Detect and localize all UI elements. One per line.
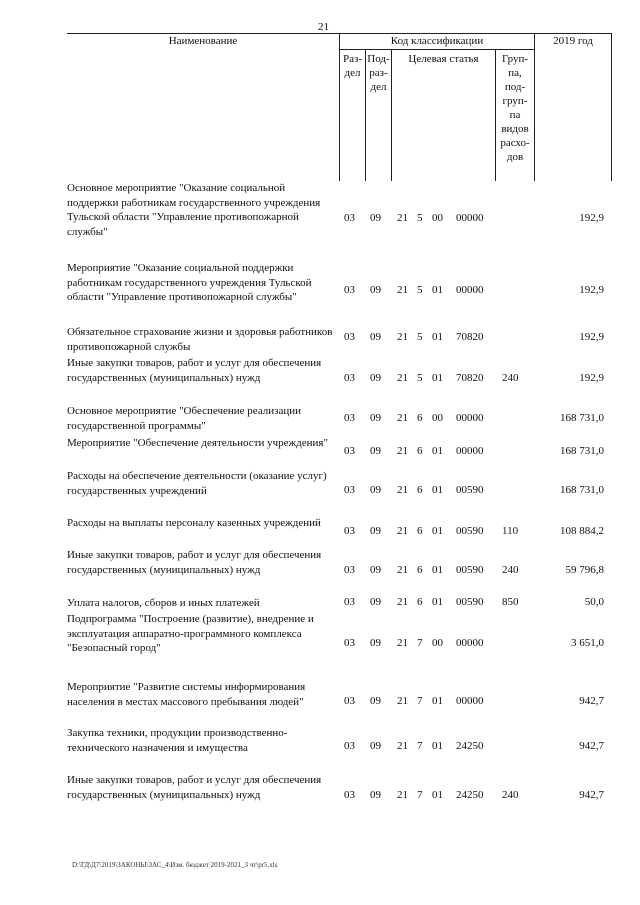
table-row bbox=[0, 436, 640, 468]
row-name: Основное мероприятие "Обеспечение реализации государственной программы" bbox=[67, 405, 302, 432]
row-pr: 09 bbox=[370, 564, 381, 576]
row-amount: 50,0 bbox=[584, 596, 604, 608]
row-cs-c: 01 bbox=[432, 484, 443, 496]
row-amount: 942,7 bbox=[579, 789, 604, 801]
row-pr: 09 bbox=[370, 284, 381, 296]
header-podrazdel: Под- раз- дел bbox=[367, 53, 390, 93]
row-pr: 09 bbox=[370, 331, 381, 343]
row-cs-b: 6 bbox=[417, 412, 423, 424]
row-cs-c: 01 bbox=[432, 445, 443, 457]
row-amount: 168 731,0 bbox=[560, 412, 604, 424]
row-cs-c: 00 bbox=[432, 212, 443, 224]
row-cs-c: 00 bbox=[432, 637, 443, 649]
row-vr: 240 bbox=[502, 372, 519, 384]
row-amount: 942,7 bbox=[579, 695, 604, 707]
row-name: Иные закупки товаров, работ и услуг для обеспечения государственных (муниципальных) нужд bbox=[67, 549, 322, 576]
row-cs-b: 5 bbox=[417, 212, 423, 224]
row-vr: 850 bbox=[502, 596, 519, 608]
table-row bbox=[0, 181, 640, 243]
row-cs-c: 00 bbox=[432, 412, 443, 424]
row-cs-a: 21 bbox=[397, 372, 408, 384]
row-cs-a: 21 bbox=[397, 789, 408, 801]
row-cs-a: 21 bbox=[397, 525, 408, 537]
row-name: Расходы на обеспечение деятельности (оказание услуг) государственных учреждений bbox=[67, 470, 327, 497]
row-cs-d: 00000 bbox=[456, 412, 484, 424]
row-cs-d: 00000 bbox=[456, 284, 484, 296]
row-rz: 03 bbox=[344, 596, 355, 608]
row-cs-a: 21 bbox=[397, 695, 408, 707]
row-name: Закупка техники, продукции производственно-технического назначения и имущества bbox=[67, 727, 288, 754]
table-row bbox=[0, 261, 640, 323]
row-cs-b: 5 bbox=[417, 284, 423, 296]
row-rz: 03 bbox=[344, 484, 355, 496]
row-pr: 09 bbox=[370, 445, 381, 457]
table-row bbox=[0, 773, 640, 821]
row-rz: 03 bbox=[344, 212, 355, 224]
row-cs-b: 6 bbox=[417, 484, 423, 496]
table-row bbox=[0, 404, 640, 436]
row-amount: 942,7 bbox=[579, 740, 604, 752]
row-name: Уплата налогов, сборов и иных платежей bbox=[67, 597, 260, 609]
row-amount: 192,9 bbox=[579, 331, 604, 343]
row-cs-b: 6 bbox=[417, 564, 423, 576]
row-cs-b: 5 bbox=[417, 331, 423, 343]
row-cs-c: 01 bbox=[432, 740, 443, 752]
header-code-group: Код классификации bbox=[390, 35, 484, 47]
row-cs-d: 00590 bbox=[456, 564, 484, 576]
table-row bbox=[0, 516, 640, 548]
row-amount: 59 796,8 bbox=[565, 564, 604, 576]
row-cs-b: 6 bbox=[417, 596, 423, 608]
row-cs-b: 6 bbox=[417, 445, 423, 457]
row-name: Иные закупки товаров, работ и услуг для обеспечения государственных (муниципальных) нужд bbox=[67, 774, 322, 801]
header-divider bbox=[340, 49, 534, 50]
row-vr: 240 bbox=[502, 789, 519, 801]
row-amount: 168 731,0 bbox=[560, 445, 604, 457]
row-pr: 09 bbox=[370, 212, 381, 224]
row-cs-c: 01 bbox=[432, 564, 443, 576]
row-rz: 03 bbox=[344, 525, 355, 537]
header-name: Наименование bbox=[168, 35, 238, 47]
row-amount: 3 651,0 bbox=[571, 637, 604, 649]
row-amount: 192,9 bbox=[579, 284, 604, 296]
table-row bbox=[0, 726, 640, 758]
footer-file-path: D:\ГД\Д7\2019\ЗАКОНЫ\ЗАС_4\Изм. бюджет 2019-2021_3 чт\pr5.xls bbox=[72, 861, 278, 869]
row-rz: 03 bbox=[344, 284, 355, 296]
row-name: Основное мероприятие "Оказание социальной поддержки работникам государственного учреждения Тульской области "Управление противопожарной службы" bbox=[67, 182, 321, 238]
row-rz: 03 bbox=[344, 740, 355, 752]
row-cs-c: 01 bbox=[432, 525, 443, 537]
row-cs-c: 01 bbox=[432, 284, 443, 296]
table-row bbox=[0, 325, 640, 357]
row-cs-d: 00590 bbox=[456, 484, 484, 496]
row-rz: 03 bbox=[344, 695, 355, 707]
row-cs-b: 7 bbox=[417, 695, 423, 707]
row-cs-d: 24250 bbox=[456, 740, 484, 752]
row-cs-a: 21 bbox=[397, 445, 408, 457]
row-rz: 03 bbox=[344, 564, 355, 576]
row-pr: 09 bbox=[370, 789, 381, 801]
row-name: Обязательное страхование жизни и здоровья работников противопожарной службы bbox=[67, 326, 333, 353]
header-divider bbox=[534, 33, 535, 181]
row-rz: 03 bbox=[344, 789, 355, 801]
row-cs-d: 70820 bbox=[456, 331, 484, 343]
header-razdel: Раз- дел bbox=[342, 53, 362, 79]
table-row bbox=[0, 680, 640, 726]
row-cs-b: 7 bbox=[417, 637, 423, 649]
row-cs-a: 21 bbox=[397, 740, 408, 752]
row-cs-d: 70820 bbox=[456, 372, 484, 384]
row-cs-d: 00000 bbox=[456, 212, 484, 224]
row-cs-b: 6 bbox=[417, 525, 423, 537]
header-divider bbox=[611, 33, 612, 181]
row-cs-a: 21 bbox=[397, 412, 408, 424]
row-cs-d: 00000 bbox=[456, 445, 484, 457]
table-row bbox=[0, 356, 640, 402]
row-cs-b: 7 bbox=[417, 789, 423, 801]
row-cs-a: 21 bbox=[397, 596, 408, 608]
row-pr: 09 bbox=[370, 695, 381, 707]
row-cs-c: 01 bbox=[432, 789, 443, 801]
row-name: Мероприятие "Развитие системы информирования населения в местах массового пребывания людей" bbox=[67, 681, 306, 708]
row-cs-a: 21 bbox=[397, 331, 408, 343]
row-pr: 09 bbox=[370, 740, 381, 752]
row-vr: 110 bbox=[502, 525, 519, 537]
row-rz: 03 bbox=[344, 331, 355, 343]
row-cs-a: 21 bbox=[397, 212, 408, 224]
row-pr: 09 bbox=[370, 484, 381, 496]
row-amount: 108 884,2 bbox=[560, 525, 604, 537]
page-number: 21 bbox=[318, 21, 329, 33]
row-cs-c: 01 bbox=[432, 695, 443, 707]
row-amount: 192,9 bbox=[579, 372, 604, 384]
row-amount: 168 731,0 bbox=[560, 484, 604, 496]
header-divider bbox=[391, 49, 392, 181]
row-amount: 192,9 bbox=[579, 212, 604, 224]
row-cs-d: 00000 bbox=[456, 695, 484, 707]
row-vr: 240 bbox=[502, 564, 519, 576]
row-pr: 09 bbox=[370, 637, 381, 649]
table-header bbox=[67, 33, 612, 181]
table-row bbox=[0, 548, 640, 596]
row-cs-d: 00000 bbox=[456, 637, 484, 649]
row-name: Подпрограмма "Построение (развитие), внедрение и эксплуатация аппаратно-программного комплекса "Безопасный город" bbox=[67, 613, 314, 654]
row-cs-d: 24250 bbox=[456, 789, 484, 801]
header-group: Груп- па, под- груп- па видов расхо- дов bbox=[500, 53, 530, 163]
row-pr: 09 bbox=[370, 372, 381, 384]
row-rz: 03 bbox=[344, 445, 355, 457]
row-cs-c: 01 bbox=[432, 331, 443, 343]
row-name: Мероприятие "Обеспечение деятельности учреждения" bbox=[67, 437, 328, 449]
row-cs-b: 7 bbox=[417, 740, 423, 752]
row-pr: 09 bbox=[370, 412, 381, 424]
header-year: 2019 год bbox=[553, 35, 593, 47]
row-rz: 03 bbox=[344, 412, 355, 424]
row-cs-a: 21 bbox=[397, 564, 408, 576]
table-row bbox=[0, 612, 640, 662]
row-cs-d: 00590 bbox=[456, 596, 484, 608]
row-name: Расходы на выплаты персоналу казенных учреждений bbox=[67, 517, 321, 529]
row-name: Иные закупки товаров, работ и услуг для обеспечения государственных (муниципальных) нужд bbox=[67, 357, 322, 384]
row-cs-c: 01 bbox=[432, 596, 443, 608]
row-cs-a: 21 bbox=[397, 637, 408, 649]
row-cs-d: 00590 bbox=[456, 525, 484, 537]
row-cs-a: 21 bbox=[397, 284, 408, 296]
row-cs-a: 21 bbox=[397, 484, 408, 496]
row-pr: 09 bbox=[370, 525, 381, 537]
table-row bbox=[0, 469, 640, 515]
header-target: Целевая статья bbox=[408, 53, 479, 65]
row-rz: 03 bbox=[344, 637, 355, 649]
row-rz: 03 bbox=[344, 372, 355, 384]
row-name: Мероприятие "Оказание социальной поддержки работникам государственного учреждения Тульской области "Управление противопожарной службы" bbox=[67, 262, 312, 303]
row-pr: 09 bbox=[370, 596, 381, 608]
row-cs-c: 01 bbox=[432, 372, 443, 384]
row-cs-b: 5 bbox=[417, 372, 423, 384]
